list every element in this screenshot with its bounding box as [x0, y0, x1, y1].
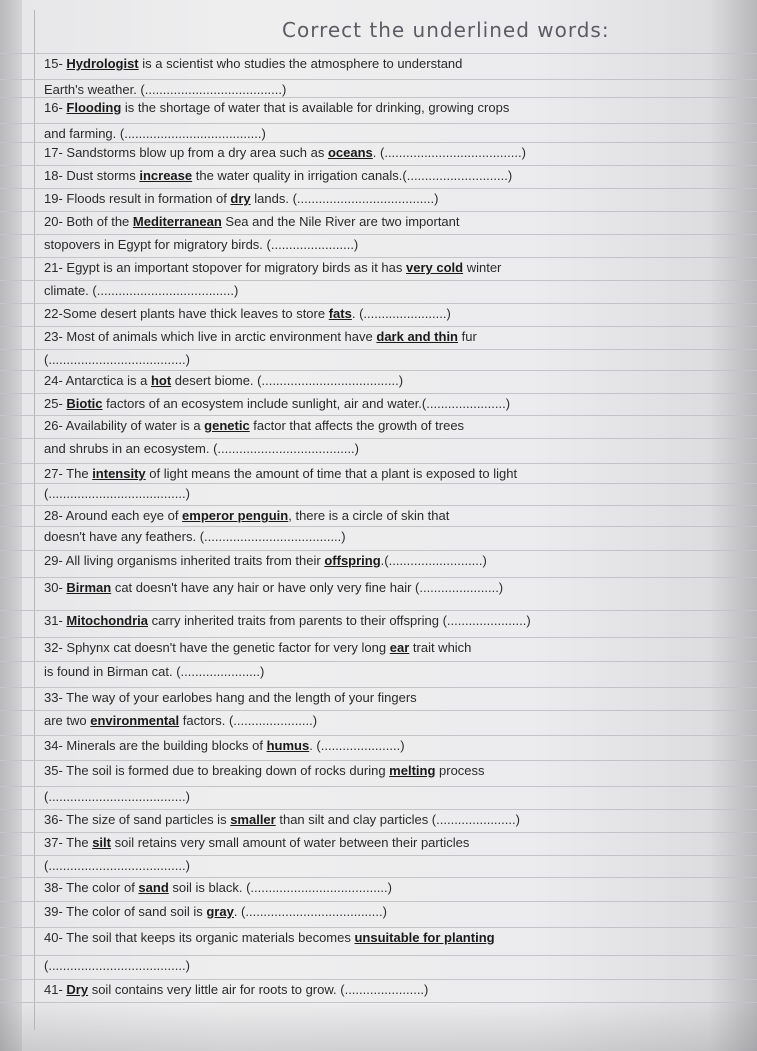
question-line — [44, 168, 512, 184]
question-text: . (......................) — [309, 738, 405, 753]
ruled-line — [0, 735, 757, 736]
ruled-line — [0, 505, 757, 506]
ruled-line — [0, 979, 757, 980]
question-line — [44, 738, 405, 754]
underlined-word: Dry — [66, 982, 89, 997]
question-line — [44, 904, 387, 920]
ruled-line — [0, 349, 757, 350]
ruled-line — [0, 1002, 757, 1003]
underlined-word: gray — [206, 904, 234, 919]
ruled-line — [0, 927, 757, 928]
underlined-word: Flooding — [66, 100, 122, 115]
question-text: doesn't have any feathers. (......................................) — [44, 529, 346, 544]
underlined-word: melting — [389, 763, 436, 778]
underlined-word: humus — [266, 738, 310, 753]
question-text: 30- — [44, 580, 67, 595]
question-line — [44, 713, 317, 729]
question-text: . (.......................) — [351, 306, 451, 321]
question-text: 37- The — [44, 835, 93, 850]
underlined-word: offspring — [324, 553, 381, 568]
question-line — [44, 82, 286, 98]
underlined-word: ear — [389, 640, 410, 655]
ruled-line — [0, 661, 757, 662]
question-text: factors of an ecosystem include sunlight, air and water.(......................) — [102, 396, 511, 411]
ruled-line — [0, 303, 757, 304]
question-text: 25- — [44, 396, 67, 411]
underlined-word: increase — [139, 168, 193, 183]
question-line — [44, 580, 503, 596]
question-line — [44, 126, 266, 142]
underlined-word: environmental — [90, 713, 180, 728]
question-text: 28- Around each eye of — [44, 508, 183, 523]
question-text: 34- Minerals are the building blocks of — [44, 738, 267, 753]
ruled-line — [0, 710, 757, 711]
question-line — [44, 100, 509, 116]
worksheet-title: Correct the underlined words: — [282, 18, 610, 42]
question-text: 31- — [44, 613, 67, 628]
ruled-line — [0, 760, 757, 761]
question-text: trait which — [409, 640, 472, 655]
ruled-line — [0, 234, 757, 235]
question-text: . (......................................) — [233, 904, 387, 919]
question-text: 20- Both of the — [44, 214, 133, 229]
underlined-word: Hydrologist — [66, 56, 139, 71]
question-text: 36- The size of sand particles is — [44, 812, 231, 827]
underlined-word: Mitochondria — [66, 613, 149, 628]
question-line — [44, 352, 190, 368]
ruled-line — [0, 483, 757, 484]
question-text: 15- — [44, 56, 67, 71]
ruled-line — [0, 142, 757, 143]
question-text: 38- The color of — [44, 880, 139, 895]
ruled-line — [0, 280, 757, 281]
question-text: 16- — [44, 100, 67, 115]
underlined-word: hot — [150, 373, 172, 388]
question-line — [44, 56, 462, 72]
ruled-line — [0, 832, 757, 833]
question-line — [44, 441, 359, 457]
question-text: and shrubs in an ecosystem. (......................................) — [44, 441, 359, 456]
question-text: fur — [458, 329, 477, 344]
question-line — [44, 214, 460, 230]
question-line — [44, 260, 501, 276]
question-text: 41- — [44, 982, 67, 997]
question-line — [44, 191, 438, 207]
ruled-line — [0, 786, 757, 787]
question-text: the water quality in irrigation canals.(............................) — [192, 168, 513, 183]
question-line — [44, 812, 520, 828]
ruled-line — [0, 877, 757, 878]
underlined-word: Biotic — [66, 396, 103, 411]
question-line — [44, 958, 190, 974]
question-text: factors. (......................) — [179, 713, 318, 728]
question-line — [44, 858, 190, 874]
ruled-line — [0, 438, 757, 439]
ruled-line — [0, 79, 757, 80]
ruled-line — [0, 687, 757, 688]
ruled-line — [0, 326, 757, 327]
ruled-line — [0, 393, 757, 394]
question-line — [44, 690, 417, 706]
question-text: . (......................................) — [372, 145, 526, 160]
ruled-line — [0, 415, 757, 416]
question-line — [44, 529, 346, 545]
question-line — [44, 880, 392, 896]
ruled-line — [0, 53, 757, 54]
underlined-word: dark and thin — [376, 329, 458, 344]
question-text: 32- Sphynx cat doesn't have the genetic factor for very long — [44, 640, 390, 655]
question-text: 17- Sandstorms blow up from a dry area such as — [44, 145, 328, 160]
underlined-word: emperor penguin — [182, 508, 289, 523]
question-line — [44, 835, 469, 851]
question-text: Sea and the Nile River are two important — [221, 214, 460, 229]
ruled-line — [0, 809, 757, 810]
question-text: is the shortage of water that is available for drinking, growing crops — [121, 100, 510, 115]
question-text: stopovers in Egypt for migratory birds. (.......................) — [44, 237, 359, 252]
ruled-line — [0, 955, 757, 956]
question-text: 29- All living organisms inherited traits from their — [44, 553, 325, 568]
question-text: 24- Antarctica is a — [44, 373, 151, 388]
question-text: desert biome. (......................................) — [171, 373, 404, 388]
question-line — [44, 145, 526, 161]
question-text: lands. (......................................) — [250, 191, 439, 206]
question-text: (......................................) — [44, 352, 190, 367]
question-line — [44, 763, 485, 779]
question-text: 35- The soil is formed due to breaking down of rocks during — [44, 763, 390, 778]
question-line — [44, 329, 477, 345]
underlined-word: unsuitable for planting — [354, 930, 495, 945]
ruled-line — [0, 165, 757, 166]
question-text: winter — [463, 260, 502, 275]
underlined-word: silt — [92, 835, 111, 850]
ruled-line — [0, 257, 757, 258]
question-text: (......................................) — [44, 958, 190, 973]
question-text: , there is a circle of skin that — [288, 508, 450, 523]
ruled-line — [0, 901, 757, 902]
underlined-word: Mediterranean — [132, 214, 222, 229]
question-text: climate. (......................................) — [44, 283, 239, 298]
question-text: soil contains very little air for roots to grow. (......................) — [88, 982, 429, 997]
question-line — [44, 789, 190, 805]
question-text: 19- Floods result in formation of — [44, 191, 231, 206]
ruled-line — [0, 123, 757, 124]
question-text: is found in Birman cat. (......................) — [44, 664, 265, 679]
question-line — [44, 613, 531, 629]
question-text: (......................................) — [44, 789, 190, 804]
underlined-word: very cold — [406, 260, 464, 275]
underlined-word: fats — [328, 306, 352, 321]
underlined-word: genetic — [204, 418, 250, 433]
question-line — [44, 553, 487, 569]
question-line — [44, 486, 190, 502]
question-text: and farming. (......................................) — [44, 126, 266, 141]
ruled-line — [0, 550, 757, 551]
question-text: 26- Availability of water is a — [44, 418, 205, 433]
ruled-line — [0, 610, 757, 611]
underlined-word: intensity — [92, 466, 146, 481]
question-line — [44, 640, 471, 656]
ruled-line — [0, 211, 757, 212]
question-text: cat doesn't have any hair or have only very fine hair (......................) — [111, 580, 504, 595]
question-text: 22-Some desert plants have thick leaves to store — [44, 306, 329, 321]
underlined-word: Birman — [66, 580, 112, 595]
question-text: (......................................) — [44, 858, 190, 873]
question-text: is a scientist who studies the atmosphere to understand — [138, 56, 463, 71]
question-text: 40- The soil that keeps its organic materials becomes — [44, 930, 355, 945]
underlined-word: dry — [230, 191, 251, 206]
question-text: carry inherited traits from parents to their offspring (......................) — [148, 613, 531, 628]
ruled-line — [0, 855, 757, 856]
question-line — [44, 306, 451, 322]
question-text: 23- Most of animals which live in arctic environment have — [44, 329, 377, 344]
question-text: Earth's weather. (......................................) — [44, 82, 287, 97]
question-line — [44, 373, 403, 389]
question-text: 18- Dust storms — [44, 168, 140, 183]
question-text: are two — [44, 713, 91, 728]
ruled-line — [0, 188, 757, 189]
question-text: soil retains very small amount of water between their particles — [110, 835, 470, 850]
ruled-line — [0, 577, 757, 578]
question-text: soil is black. (......................................) — [168, 880, 392, 895]
question-line — [44, 283, 238, 299]
underlined-word: sand — [138, 880, 169, 895]
question-line — [44, 508, 449, 524]
question-line — [44, 466, 517, 482]
question-line — [44, 396, 510, 412]
ruled-line — [0, 637, 757, 638]
question-line — [44, 418, 464, 434]
question-text: 27- The — [44, 466, 93, 481]
question-text: 33- The way of your earlobes hang and the length of your fingers — [44, 690, 417, 705]
question-text: (......................................) — [44, 486, 190, 501]
underlined-word: oceans — [327, 145, 373, 160]
question-text: factor that affects the growth of trees — [249, 418, 465, 433]
page-bottom-shadow — [0, 1001, 757, 1051]
question-line — [44, 930, 495, 946]
ruled-line — [0, 526, 757, 527]
question-text: .(..........................) — [380, 553, 487, 568]
question-line — [44, 982, 428, 998]
ruled-line — [0, 370, 757, 371]
question-text: 39- The color of sand soil is — [44, 904, 207, 919]
ruled-line — [0, 463, 757, 464]
question-text: than silt and clay particles (......................) — [275, 812, 520, 827]
question-text: of light means the amount of time that a plant is exposed to light — [145, 466, 518, 481]
question-line — [44, 237, 358, 253]
question-text: process — [435, 763, 485, 778]
question-line — [44, 664, 264, 680]
question-text: 21- Egypt is an important stopover for migratory birds as it has — [44, 260, 406, 275]
underlined-word: smaller — [230, 812, 276, 827]
